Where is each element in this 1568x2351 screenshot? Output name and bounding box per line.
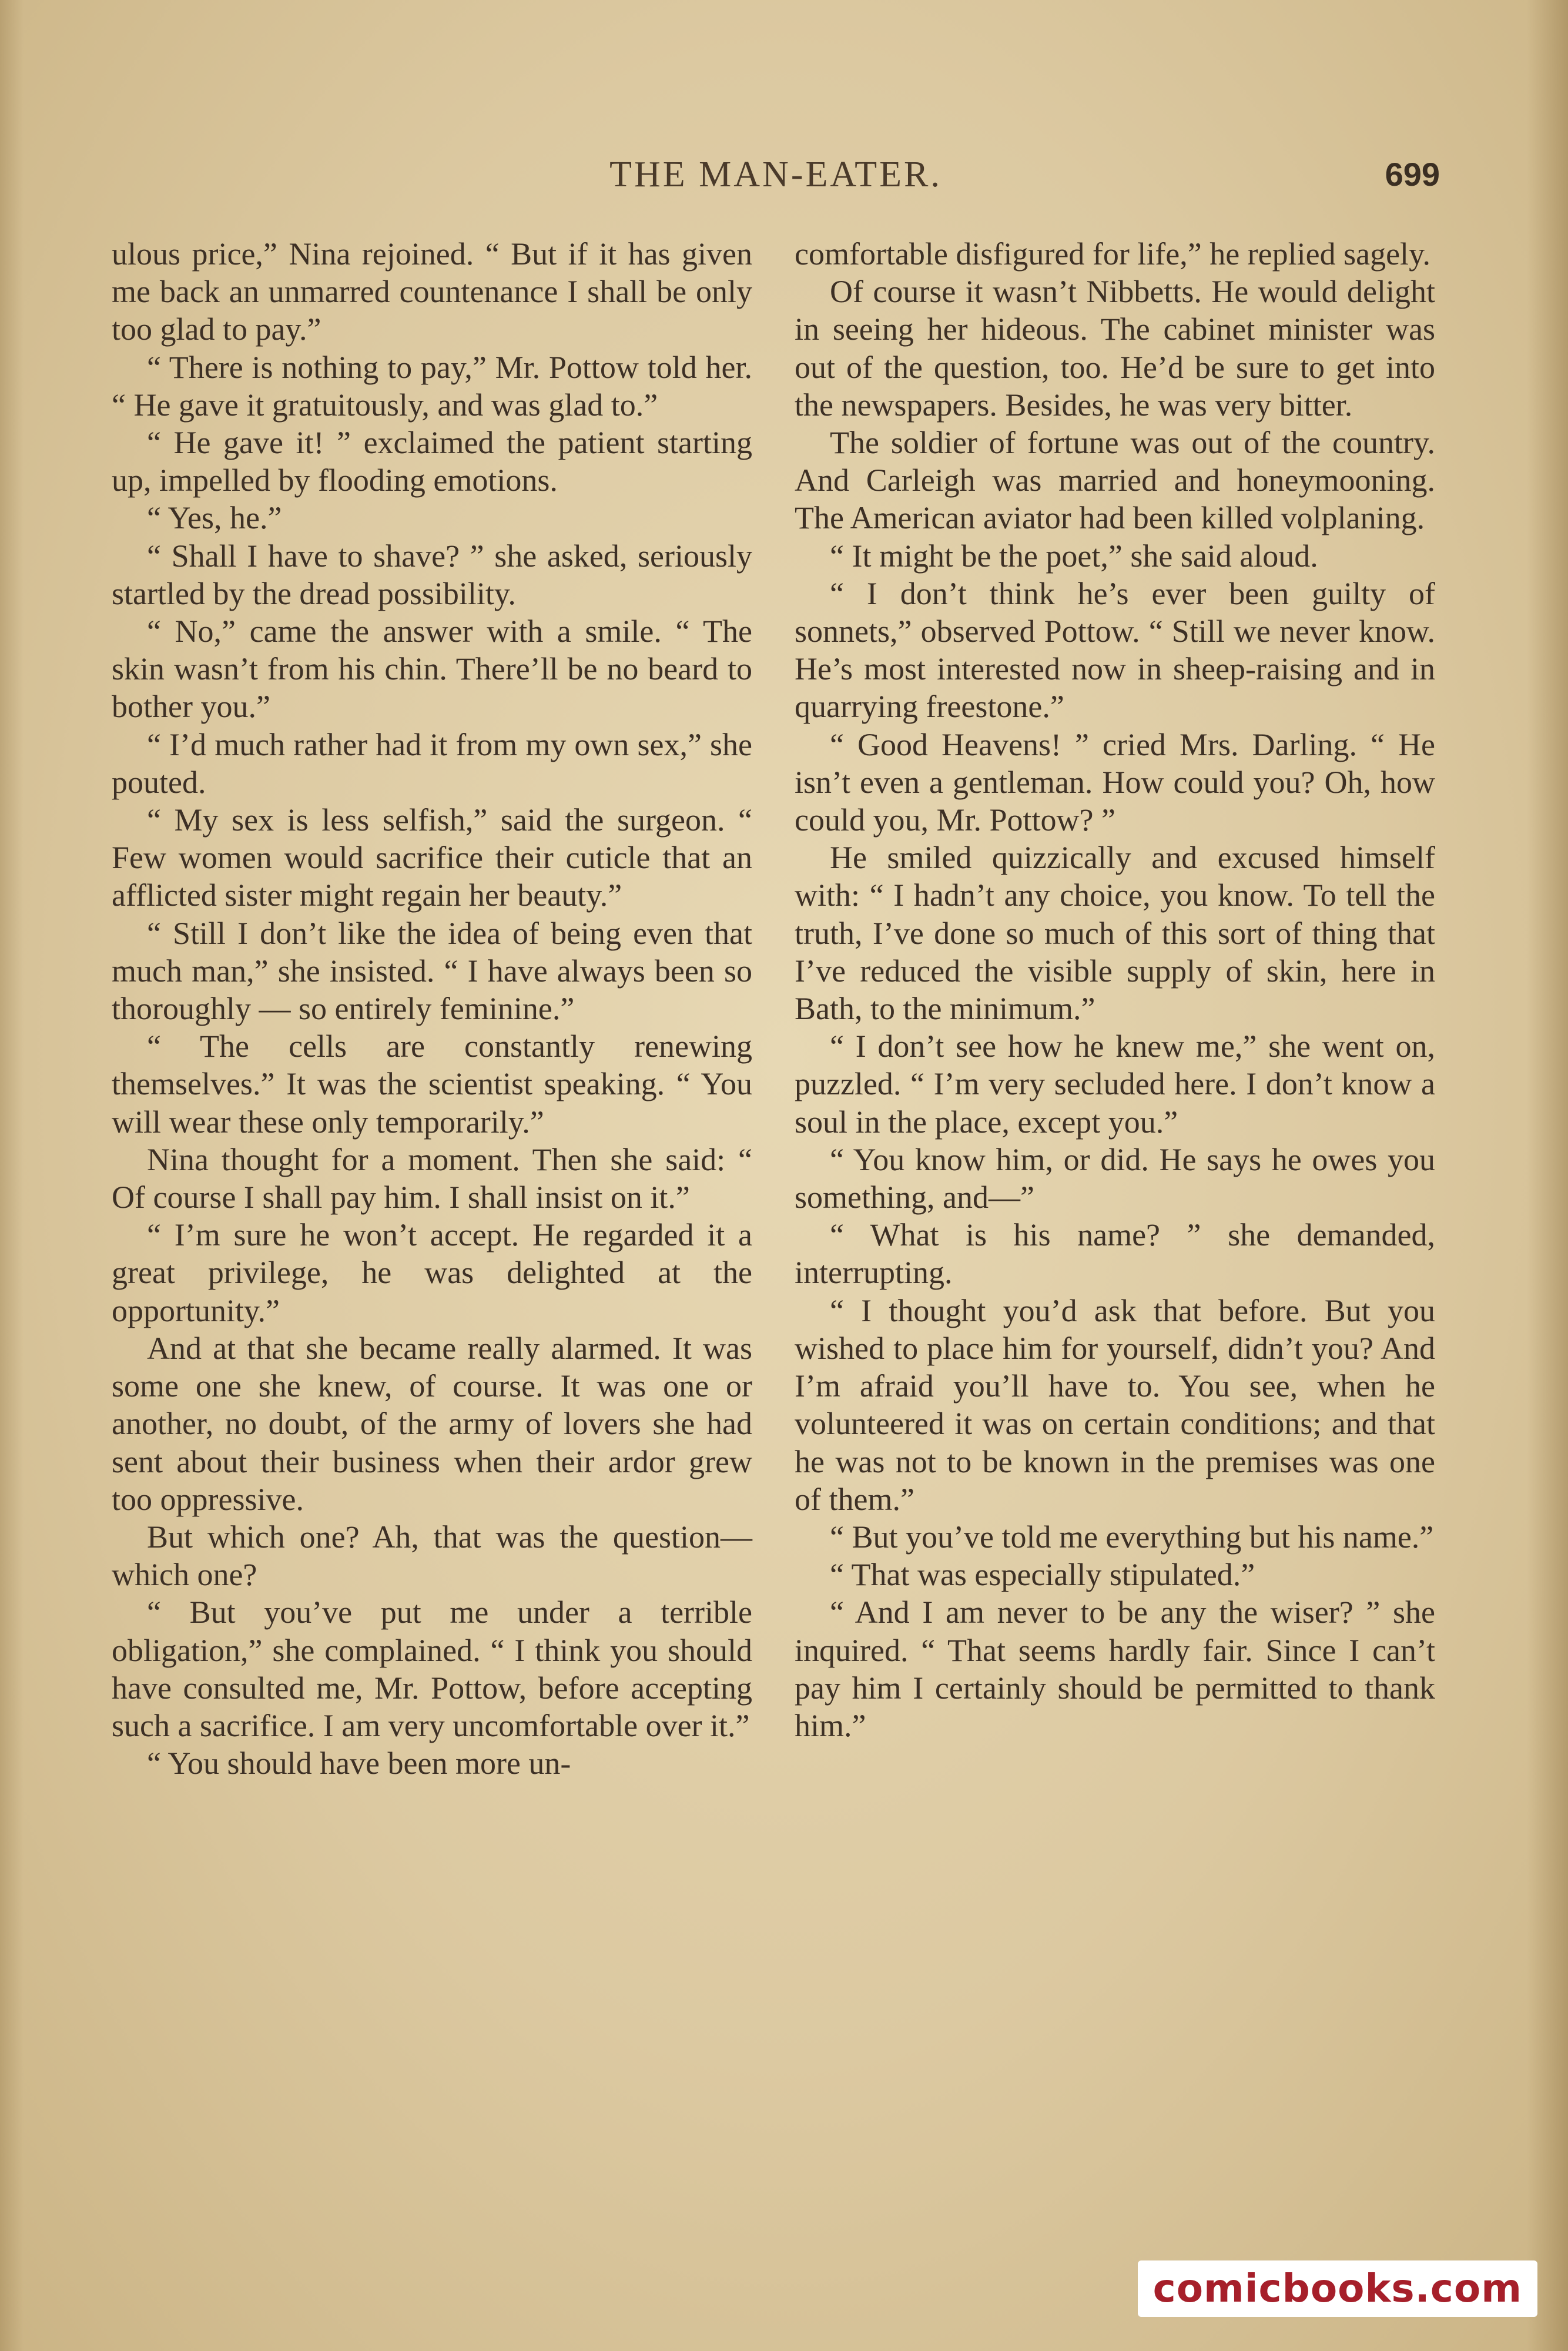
paragraph: “ Good Heavens! ” cried Mrs. Darling. “ He isn’t even a gentleman. How could you? Oh, how could you, Mr. Pottow? ” <box>795 726 1435 838</box>
paragraph: “ My sex is less selfish,” said the surgeon. “ Few women would sacrifice their cuticle that an afflicted sister might regain her beauty.” <box>112 802 752 913</box>
paragraph: “ I thought you’d ask that before. But you wished to place him for yourself, didn’t you? And I’m afraid you’ll have to. You see, when he volunteered it was on certain conditions; and that he was not to be known in the premises was one of them.” <box>795 1292 1435 1517</box>
paragraph: “ Yes, he.” <box>147 500 282 536</box>
paragraph: Of course it wasn’t Nibbetts. He would delight in seeing her hideous. The cabinet minister was out of the question, too. He’d be sure to get into the newspapers. Besides, he was very bitter. <box>795 274 1435 423</box>
paragraph: He smiled quizzically and excused himself with: “ I hadn’t any choice, you know. To tell the truth, I’ve done so much of this sort of thing that I’ve reduced the visible supply of skin, here in Bath, to the minimum.” <box>795 840 1435 1027</box>
watermark-text: comicbooks.com <box>1152 2266 1522 2311</box>
paragraph: “ I’m sure he won’t accept. He regarded it a great privilege, he was delighted at the opportunity.” <box>112 1217 752 1328</box>
paragraph: Nina thought for a moment. Then she said: “ Of course I shall pay him. I shall insist on it.” <box>112 1141 752 1215</box>
paragraph: “ You know him, or did. He says he owes you something, and—” <box>795 1141 1435 1215</box>
page-number: 699 <box>1385 156 1440 193</box>
paragraph: “ No,” came the answer with a smile. “ The skin wasn’t from his chin. There’ll be no beard to bother you.” <box>112 614 752 725</box>
paragraph: “ But you’ve told me everything but his name.” <box>830 1519 1434 1555</box>
paragraph: “ Shall I have to shave? ” she asked, seriously startled by the dread possibility. <box>112 538 752 611</box>
paragraph: “ You should have been more un- <box>147 1746 571 1781</box>
page-header <box>112 154 1440 207</box>
page-edge-shadow-left <box>0 0 24 2351</box>
paragraph: “ And I am never to be any the wiser? ” she inquired. “ That seems hardly fair. Since I can’t pay him I certainly should be permitted to thank him.” <box>795 1595 1435 1743</box>
paragraph: “ There is nothing to pay,” Mr. Pottow told her. “ He gave it gratuitously, and was glad to.” <box>112 349 752 423</box>
paragraph: “ The cells are constantly renewing themselves.” It was the scientist speaking. “ You will wear these only temporarily.” <box>112 1029 752 1140</box>
paragraph: “ I don’t think he’s ever been guilty of sonnets,” observed Pottow. “ Still we never know. He’s most interested now in sheep-raising and in quarrying freestone.” <box>795 575 1435 725</box>
text-column-left <box>112 235 752 1782</box>
paragraph: “ What is his name? ” she demanded, interrupting. <box>795 1217 1435 1291</box>
paragraph: “ He gave it! ” exclaimed the patient starting up, impelled by flooding emotions. <box>112 425 752 498</box>
paragraph: And at that she became really alarmed. It was some one she knew, of course. It was one or another, no doubt, of the army of lovers she had sent about their business when their ardor grew too oppressive. <box>112 1330 752 1517</box>
paragraph: comfortable disfigured for life,” he replied sagely. <box>795 236 1431 272</box>
paragraph: “ I don’t see how he knew me,” she went on, puzzled. “ I’m very secluded here. I don’t know a soul in the place, except you.” <box>795 1029 1435 1140</box>
text-column-right <box>795 235 1435 1744</box>
paragraph: “ It might be the poet,” she said aloud. <box>830 538 1318 574</box>
paragraph: “ But you’ve put me under a terrible obligation,” she complained. “ I think you should have consulted me, Mr. Pottow, before accepting such a sacrifice. I am very uncomfortable over it.” <box>112 1595 752 1743</box>
paragraph: The soldier of fortune was out of the country. And Carleigh was married and honeymooning. The American aviator had been killed volplaning. <box>795 425 1435 536</box>
paragraph: “ That was especially stipulated.” <box>830 1557 1255 1593</box>
running-head: THE MAN-EATER. <box>609 155 942 195</box>
paragraph: “ I’d much rather had it from my own sex,” she pouted. <box>112 726 752 800</box>
page-edge-shadow-right <box>1527 0 1568 2351</box>
source-watermark <box>1138 2260 1537 2317</box>
paragraph: But which one? Ah, that was the question—which one? <box>112 1519 752 1593</box>
paragraph: “ Still I don’t like the idea of being even that much man,” she insisted. “ I have always been so thoroughly — so entirely feminine.” <box>112 915 752 1027</box>
paragraph: ulous price,” Nina rejoined. “ But if it has given me back an unmarred countenance I shall be only too glad to pay.” <box>112 236 752 347</box>
